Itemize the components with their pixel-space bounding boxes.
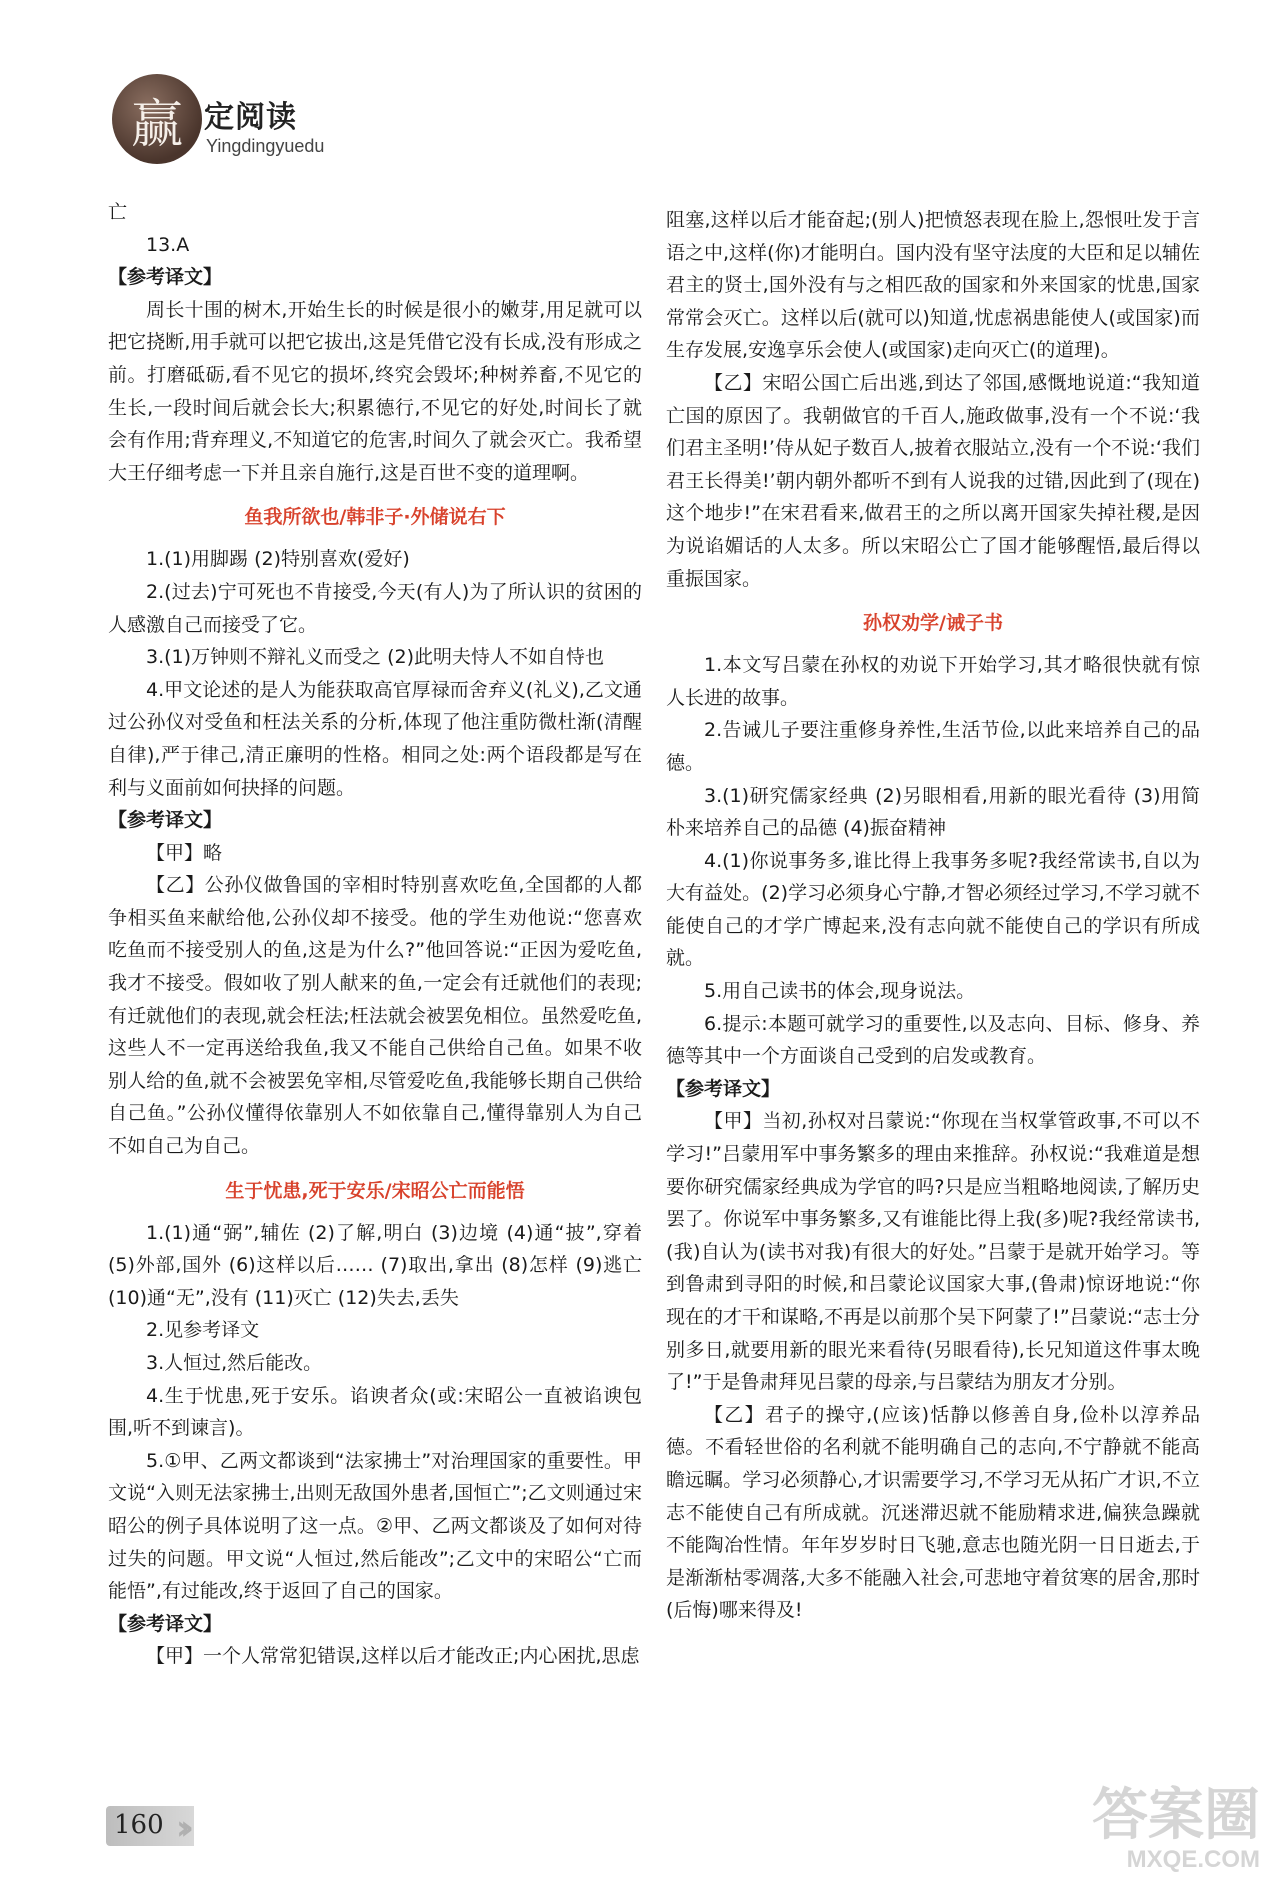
watermark-url: MXQE.COM — [1126, 1846, 1260, 1873]
translation-jia: 【甲】略 — [146, 841, 223, 864]
answer-item: 6.提示:本题可就学习的重要性,以及志向、目标、修身、养德等其中一个方面谈自己受到的启发或教育。 — [666, 1012, 1200, 1068]
translation-jia: 【甲】一个人常常犯错误,这样以后才能改正;内心困扰,思虑 — [146, 1645, 640, 1668]
watermark — [1020, 1783, 1260, 1873]
answer-item: 3.人恒过,然后能改。 — [146, 1352, 323, 1374]
right-column — [666, 204, 1200, 1627]
translation-yi: 【乙】君子的操守,(应该)恬静以修善自身,俭朴以淳养品德。不看轻世俗的名利就不能明确自己的志向,不宁静就不能高瞻远瞩。学习必须静心,才识需要学习,不学习无从拓广才识,不立志不能使自己有所成就。沉迷滞迟就不能励精求进,偏狭急躁就不能陶冶性情。年年岁岁时日飞驰,意志也随光阴一日日逝去,于是渐渐枯零凋落,大多不能融入社会,可悲地守着贫寒的居舍,那时(后悔)哪来得及! — [666, 1403, 1200, 1622]
section-title: 孙权劝学/诫子书 — [863, 612, 1003, 635]
brand-subtitle: Yingdingyuedu — [206, 136, 325, 156]
translation-continuation: 阻塞,这样以后才能奋起;(别人)把愤怒表现在脸上,怨恨吐发于言语之中,这样(你)才能明白。国内没有坚守法度的大臣和足以辅佐君主的贤士,国外没有与之相匹敌的国家和外来国家的忧患,国家常常会灭亡。这样以后(就可以)知道,忧虑祸患能使人(或国家)而生存发展,安逸享乐会使人(或国家)走向灭亡(的道理)。 — [666, 209, 1200, 362]
answer-item: 4.(1)你说事务多,谁比得上我事务多呢?我经常读书,自以为大有益处。(2)学习必须身心宁静,才智必须经过学习,不学习就不能使自己的才学广博起来,没有志向就不能使自己的学识有所成就。 — [666, 849, 1200, 970]
answer-item: 2.(过去)宁可死也不肯接受,今天(有人)为了所认识的贫困的人感激自己而接受了它。 — [108, 580, 642, 636]
answer-item: 3.(1)万钟则不辩礼义而受之 (2)此明夫恃人不如自恃也 — [146, 646, 604, 669]
brand-header — [96, 64, 426, 164]
answer-item: 1.(1)通“弼”,辅佐 (2)了解,明白 (3)边境 (4)通“披”,穿着 (5)外部,国外 (6)这样以后…… (7)取出,拿出 (8)怎样 (9)逃亡 (10)通“无”,没有 (11)灭亡 (12)失去,丢失 — [108, 1221, 642, 1309]
brand-title: 定阅读 — [204, 100, 297, 135]
page-number: 160 — [114, 1810, 164, 1840]
section-title: 生于忧患,死于安乐/宋昭公亡而能悟 — [225, 1179, 525, 1202]
answer-item: 4.生于忧患,死于安乐。谄谀者众(或:宋昭公一直被谄谀包围,听不到谏言)。 — [108, 1384, 642, 1440]
carry-over-text: 亡 — [108, 201, 128, 223]
translation-yi: 【乙】宋昭公国亡后出逃,到达了邻国,感慨地说道:“我知道亡国的原因了。我朝做官的千百人,施政做事,没有一个不说:‘我们君主圣明!’侍从妃子数百人,披着衣服站立,没有一个不说:‘我们君王长得美!’朝内朝外都听不到有人说我的过错,因此到了(现在)这个地步!”在宋君看来,做君王的之所以离开国家失掉社稷,是因为说谄媚话的人太多。所以宋昭公亡了国才能够醒悟,最后得以重振国家。 — [666, 371, 1200, 590]
translation-yi: 【乙】公孙仪做鲁国的宰相时特别喜欢吃鱼,全国都的人都争相买鱼来献给他,公孙仪却不接受。他的学生劝他说:“您喜欢吃鱼而不接受别人的鱼,这是为什么?”他回答说:“正因为爱吃鱼,我才不接受。假如收了别人献来的鱼,一定会有迁就他们的表现;有迁就他们的表现,就会枉法;枉法就会被罢免相位。虽然爱吃鱼,这些人不一定再送给我鱼,我又不能自己供给自己鱼。如果不收别人给的鱼,就不会被罢免宰相,尽管爱吃鱼,我能够长期自己供给自己鱼。”公孙仪懂得依靠别人不如依靠自己,懂得靠别人为自己不如自己为自己。 — [108, 874, 642, 1158]
answer-item: 2.见参考译文 — [146, 1319, 260, 1342]
answer-13: 13.A — [146, 233, 190, 256]
section-title: 鱼我所欲也/韩非子·外储说右下 — [244, 506, 506, 529]
reference-translation-text: 周长十围的树木,开始生长的时候是很小的嫩芽,用足就可以把它挠断,用手就可以把它拔出,这是凭借它没有长成,没有形成之前。打磨砥砺,看不见它的损坏,终究会毁坏;种树养畜,不见它的生长,一段时间后就会长大;积累德行,不见它的好处,时间长了就会有作用;背弃理义,不知道它的危害,时间久了就会灭亡。我希望大王仔细考虑一下并且亲自施行,这是百世不变的道理啊。 — [108, 298, 642, 484]
reference-translation-label: 【参考译文】 — [108, 1612, 223, 1635]
left-column — [108, 196, 642, 1673]
answer-item: 5.①甲、乙两文都谈到“法家拂士”对治理国家的重要性。甲文说“入则无法家拂士,出则无敌国外患者,国恒亡”;乙文则通过宋昭公的例子具体说明了这一点。②甲、乙两文都谈及了如何对待过失的问题。甲文说“人恒过,然后能改”;乙文中的宋昭公“亡而能悟”,有过能改,终于返回了自己的国家。 — [108, 1449, 642, 1603]
reference-translation-label: 【参考译文】 — [666, 1077, 781, 1100]
reference-translation-label: 【参考译文】 — [108, 266, 223, 289]
answer-item: 5.用自己读书的体会,现身说法。 — [704, 980, 976, 1003]
answer-item: 2.告诫儿子要注重修身养性,生活节俭,以此来培养自己的品德。 — [666, 719, 1200, 774]
answer-item: 3.(1)研究儒家经典 (2)另眼相看,用新的眼光看待 (3)用简朴来培养自己的品德 (4)振奋精神 — [666, 784, 1200, 840]
reference-translation-label: 【参考译文】 — [108, 809, 223, 832]
watermark-logo: 答案圈 — [1092, 1783, 1260, 1848]
brand-logo-char: 赢 — [130, 94, 183, 155]
answer-item: 4.甲文论述的是人为能获取高官厚禄而舍弃义(礼义),乙文通过公孙仪对受鱼和枉法关系的分析,体现了他注重防微杜渐(清醒自律),严于律己,清正廉明的性格。相同之处:两个语段都是写在利与义面前如何抉择的问题。 — [108, 678, 642, 799]
chevron-right-icon: ›› — [176, 1808, 185, 1848]
answer-item: 1.(1)用脚踢 (2)特别喜欢(爱好) — [146, 548, 410, 571]
answer-item: 1.本文写吕蒙在孙权的劝说下开始学习,其才略很快就有惊人长进的故事。 — [666, 654, 1200, 709]
translation-jia: 【甲】当初,孙权对吕蒙说:“你现在当权掌管政事,不可以不学习!”吕蒙用军中事务繁多的理由来推辞。孙权说:“我难道是想要你研究儒家经典成为学官的吗?只是应当粗略地阅读,了解历史罢了。你说军中事务繁多,又有谁能比得上我(多)呢?我经常读书,(我)自认为(读书对我)有很大的好处。”吕蒙于是就开始学习。等到鲁肃到寻阳的时候,和吕蒙论议国家大事,(鲁肃)惊讶地说:“你现在的才干和谋略,不再是以前那个吴下阿蒙了!”吕蒙说:“志士分别多日,就要用新的眼光来看待(另眼看待),长兄知道这件事太晚了!”于是鲁肃拜见吕蒙的母亲,与吕蒙结为朋友才分别。 — [666, 1110, 1200, 1394]
